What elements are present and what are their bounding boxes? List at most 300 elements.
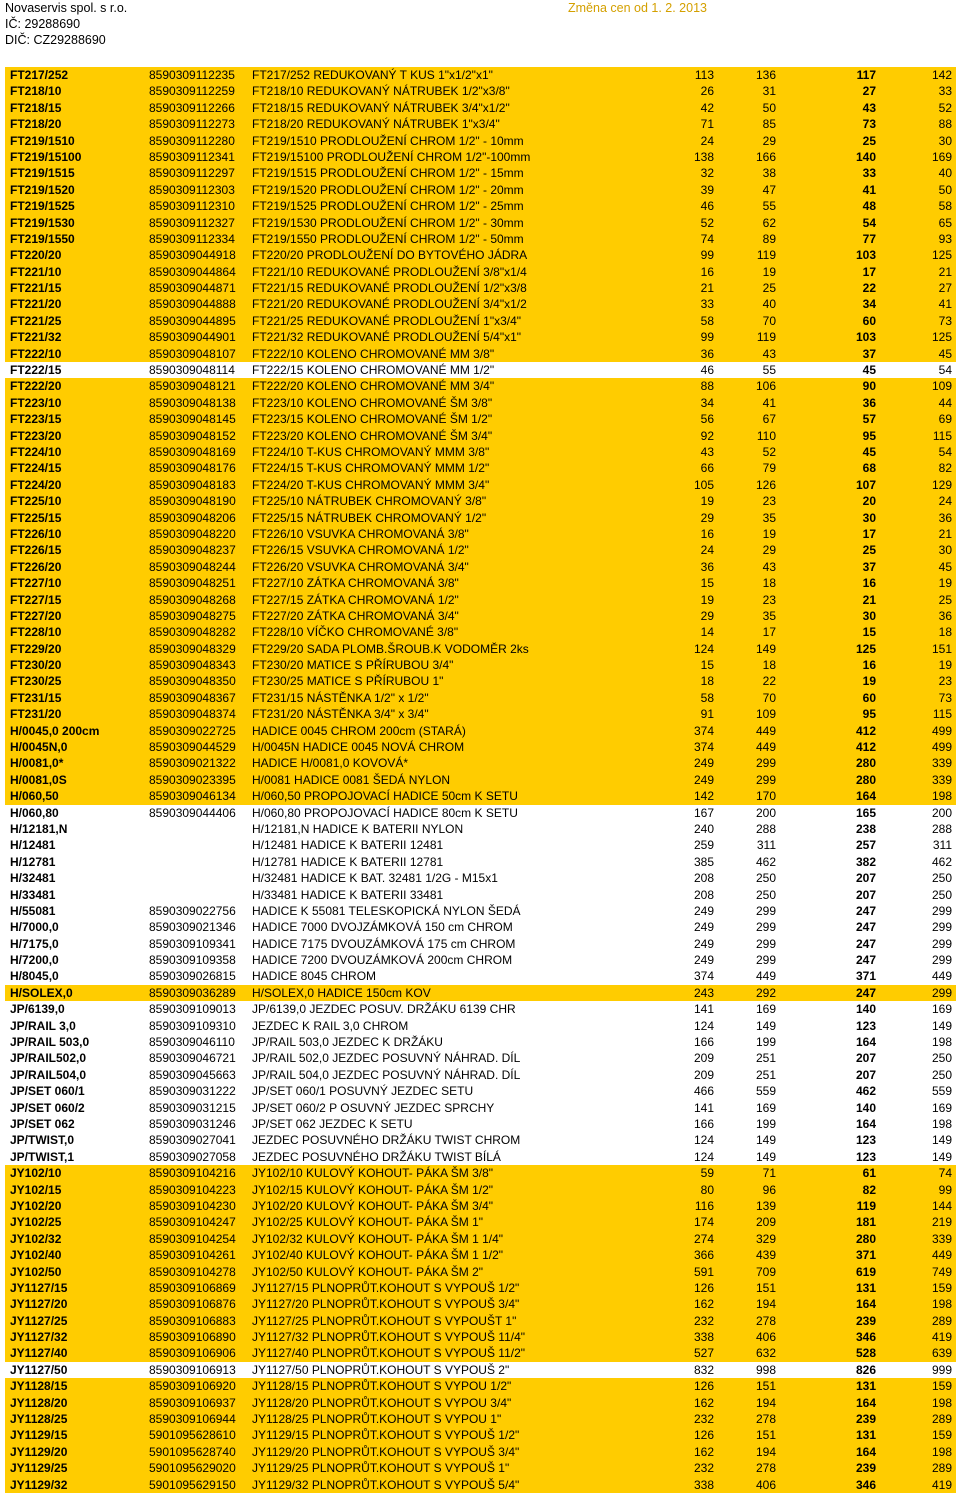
product-code: FT224/15 [10, 461, 62, 476]
price-2: 299 [755, 772, 776, 787]
table-row [5, 903, 956, 919]
price-4: 749 [931, 1264, 952, 1279]
product-name: FT228/10 VÍČKO CHROMOVANÉ 3/8" [252, 625, 459, 640]
product-code: FT222/15 [10, 363, 62, 378]
table-row [5, 887, 956, 903]
price-4: 149 [931, 1149, 952, 1164]
price-3: 131 [855, 1428, 876, 1443]
price-1: 141 [693, 1100, 714, 1115]
price-1: 366 [693, 1248, 714, 1263]
price-4: 58 [938, 199, 952, 214]
price-4: 299 [931, 920, 952, 935]
table-row [5, 264, 956, 280]
price-1: 249 [693, 756, 714, 771]
table-row [5, 428, 956, 444]
table-row [5, 165, 956, 181]
price-4: 115 [932, 428, 952, 443]
price-3: 239 [855, 1412, 876, 1427]
price-3: 25 [862, 543, 876, 558]
product-code: JY1127/15 [10, 1280, 68, 1295]
table-row [5, 641, 956, 657]
product-name: FT225/10 NÁTRUBEK CHROMOVANÝ 3/8" [252, 494, 487, 509]
price-4: 449 [931, 969, 952, 984]
price-1: 166 [693, 1035, 714, 1050]
price-1: 19 [700, 494, 714, 509]
price-2: 250 [755, 871, 776, 886]
price-2: 278 [755, 1412, 776, 1427]
table-row [5, 755, 956, 771]
price-3: 528 [855, 1346, 876, 1361]
price-4: 52 [938, 100, 952, 115]
price-2: 251 [755, 1051, 776, 1066]
price-2: 559 [755, 1084, 776, 1099]
table-row [5, 1411, 956, 1427]
price-2: 251 [755, 1067, 776, 1082]
price-2: 199 [755, 1117, 776, 1131]
price-3: 280 [855, 1231, 876, 1246]
table-row [5, 624, 956, 640]
product-code: JP/TWIST,1 [10, 1149, 75, 1164]
price-4: 41 [938, 297, 952, 312]
product-name: FT219/1530 PRODLOUŽENÍ CHROM 1/2" - 30mm [252, 215, 524, 230]
price-4: 462 [931, 854, 952, 869]
price-1: 52 [700, 215, 714, 230]
price-2: 299 [755, 953, 776, 968]
ean-code: 8590309022756 [149, 903, 236, 918]
price-3: 73 [862, 117, 876, 132]
price-4: 109 [931, 379, 952, 394]
table-row [5, 215, 956, 231]
ean-code: 8590309044901 [149, 330, 236, 345]
price-1: 259 [693, 838, 714, 853]
product-code: FT217/252 [10, 68, 69, 82]
price-3: 30 [862, 608, 876, 623]
table-row [5, 280, 956, 296]
price-3: 165 [855, 805, 876, 820]
price-3: 164 [855, 789, 876, 804]
price-1: 138 [693, 149, 714, 164]
ean-code: 8590309109358 [149, 953, 236, 968]
product-name: JEZDEC K RAIL 3,0 CHROM [252, 1018, 409, 1033]
price-4: 18 [938, 625, 952, 640]
product-code: JY1127/25 [10, 1313, 68, 1328]
table-row [5, 100, 956, 116]
ean-code: 8590309104247 [149, 1215, 236, 1230]
product-code: FT219/1530 [10, 215, 75, 230]
price-4: 198 [931, 1297, 952, 1312]
ean-code: 8590309104261 [149, 1248, 236, 1263]
table-row [5, 116, 956, 132]
price-4: 73 [938, 313, 952, 328]
price-1: 243 [693, 985, 714, 1000]
price-2: 17 [762, 625, 776, 640]
price-3: 131 [855, 1280, 876, 1295]
price-1: 167 [693, 805, 714, 820]
table-row [5, 1182, 956, 1198]
price-2: 106 [755, 379, 776, 394]
price-2: 449 [755, 969, 776, 984]
price-3: 25 [862, 133, 876, 148]
product-name: JP/6139,0 JEZDEC POSUV. DRŽÁKU 6139 CHR [252, 1002, 516, 1017]
product-code: FT226/20 [10, 559, 62, 574]
product-name: FT224/15 T-KUS CHROMOVANÝ MMM 1/2" [252, 461, 490, 476]
ean-code: 8590309048329 [149, 641, 236, 656]
ean-code: 8590309022725 [149, 723, 236, 738]
product-code: FT231/20 [10, 707, 62, 722]
product-name: FT221/15 REDUKOVANÉ PRODLOUŽENÍ 1/2"x3/8 [252, 281, 527, 296]
product-code: H/060,50 [10, 789, 59, 804]
price-4: 50 [938, 182, 952, 197]
ean-code: 8590309106913 [149, 1362, 236, 1377]
product-code: FT219/1510 [10, 133, 75, 148]
price-4: 250 [931, 887, 952, 902]
price-3: 247 [855, 936, 876, 951]
price-2: 40 [762, 297, 776, 312]
product-name: JY1129/20 PLNOPRŮT.KOHOUT S VYPOUŠ 3/4" [252, 1444, 520, 1459]
price-3: 239 [855, 1313, 876, 1328]
table-row [5, 1100, 956, 1116]
price-2: 19 [762, 264, 776, 279]
price-1: 56 [700, 412, 714, 427]
price-3: 36 [862, 395, 876, 410]
ean-code: 8590309048121 [149, 379, 236, 394]
product-name: JEZDEC POSUVNÉHO DRŽÁKU TWIST BÍLÁ [252, 1149, 501, 1164]
price-2: 250 [755, 887, 776, 902]
product-code: FT229/20 [10, 641, 62, 656]
price-2: 149 [755, 1133, 776, 1148]
price-1: 141 [693, 1002, 714, 1017]
ean-code: 8590309106937 [149, 1395, 236, 1410]
product-code: H/12481 [10, 838, 56, 853]
table-row [5, 788, 956, 804]
product-code: H/8045,0 [10, 969, 59, 984]
price-2: 151 [755, 1379, 776, 1394]
table-row [5, 329, 956, 345]
product-code: H/060,80 [10, 805, 59, 820]
ean-code: 8590309104223 [149, 1182, 236, 1197]
product-code: FT231/15 [10, 690, 62, 705]
price-2: 169 [755, 1002, 776, 1017]
ean-code: 8590309048114 [149, 363, 235, 378]
table-row [5, 1018, 956, 1034]
product-code: FT221/10 [10, 264, 62, 279]
ean-code: 8590309031246 [149, 1117, 236, 1131]
price-4: 299 [931, 953, 952, 968]
price-3: 43 [862, 100, 876, 115]
product-code: JY1129/20 [10, 1444, 68, 1459]
price-1: 374 [693, 723, 714, 738]
product-code: FT221/20 [10, 297, 62, 312]
price-2: 151 [755, 1428, 776, 1443]
price-1: 58 [700, 690, 714, 705]
table-row [5, 83, 956, 99]
price-3: 247 [855, 985, 876, 1000]
price-4: 19 [938, 658, 952, 673]
price-3: 207 [855, 1051, 876, 1066]
price-2: 110 [756, 428, 776, 443]
price-1: 80 [700, 1182, 714, 1197]
product-name: H/0045N HADICE 0045 NOVÁ CHROM [252, 740, 465, 755]
price-2: 70 [762, 690, 776, 705]
price-3: 207 [855, 871, 876, 886]
product-code: FT219/1515 [10, 166, 75, 181]
price-4: 169 [931, 149, 952, 164]
ean-code: 8590309112235 [149, 68, 235, 82]
price-3: 90 [862, 379, 876, 394]
product-name: JY1127/50 PLNOPRŮT.KOHOUT S VYPOUŠ 2" [252, 1362, 510, 1377]
ean-code: 8590309106869 [149, 1280, 236, 1295]
price-2: 149 [755, 641, 776, 656]
price-2: 311 [756, 838, 776, 853]
page-header [0, 0, 960, 48]
price-3: 140 [855, 1100, 876, 1115]
price-2: 50 [762, 100, 776, 115]
product-name: JP/SET 062 JEZDEC K SETU [252, 1117, 413, 1131]
price-2: 119 [756, 330, 776, 345]
price-1: 42 [700, 100, 714, 115]
price-2: 151 [755, 1280, 776, 1295]
price-1: 18 [700, 674, 714, 689]
price-3: 119 [856, 1198, 876, 1213]
price-4: 45 [938, 346, 952, 361]
product-name: FT231/15 NÁSTĚNKA 1/2" x 1/2" [252, 690, 429, 705]
product-name: FT222/15 KOLENO CHROMOVANÉ MM 1/2" [252, 363, 495, 378]
price-1: 249 [693, 953, 714, 968]
product-name: JP/RAIL 502,0 JEZDEC POSUVNÝ NÁHRAD. DÍL [252, 1051, 521, 1066]
product-name: JY102/15 KULOVÝ KOHOUT- PÁKA ŠM 1/2" [252, 1182, 494, 1197]
price-2: 70 [762, 313, 776, 328]
price-1: 24 [700, 543, 714, 558]
price-4: 144 [931, 1198, 952, 1213]
ean-code: 8590309044406 [149, 805, 236, 820]
table-row [5, 1050, 956, 1066]
product-name: FT218/10 REDUKOVANÝ NÁTRUBEK 1/2"x3/8" [252, 84, 510, 99]
price-3: 103 [855, 330, 876, 345]
price-4: 169 [931, 1100, 952, 1115]
price-2: 52 [762, 444, 776, 459]
ean-code: 8590309044864 [149, 264, 236, 279]
table-row [5, 1477, 956, 1493]
product-code: FT227/20 [10, 608, 62, 623]
price-1: 92 [700, 428, 714, 443]
price-3: 131 [855, 1379, 876, 1394]
price-1: 249 [693, 920, 714, 935]
price-2: 329 [755, 1231, 776, 1246]
price-1: 32 [700, 166, 714, 181]
product-name: JY1127/32 PLNOPRŮT.KOHOUT S VYPOUŠ 11/4" [252, 1330, 526, 1345]
price-3: 280 [855, 756, 876, 771]
product-code: FT226/10 [10, 526, 62, 541]
price-table [5, 67, 956, 1493]
table-row [5, 805, 956, 821]
product-code: H/32481 [10, 871, 56, 886]
ean-code: 8590309048183 [149, 477, 236, 492]
price-2: 126 [755, 477, 776, 492]
price-2: 23 [762, 494, 776, 509]
table-row [5, 690, 956, 706]
price-2: 67 [762, 412, 776, 427]
product-name: JY1127/40 PLNOPRŮT.KOHOUT S VYPOUŠ 11/2" [252, 1346, 526, 1361]
price-4: 159 [931, 1379, 952, 1394]
price-4: 23 [938, 674, 952, 689]
ean-code: 8590309048145 [149, 412, 236, 427]
price-1: 162 [693, 1395, 714, 1410]
price-4: 198 [931, 1444, 952, 1459]
ean-code: 8590309048343 [149, 658, 236, 673]
product-code: JP/6139,0 [10, 1002, 65, 1017]
price-3: 123 [855, 1149, 876, 1164]
table-row [5, 1001, 956, 1017]
price-1: 99 [700, 330, 714, 345]
table-row [5, 362, 956, 378]
ean-code: 8590309048169 [149, 444, 236, 459]
price-4: 24 [938, 494, 952, 509]
product-code: FT224/20 [10, 477, 62, 492]
product-name: H/33481 HADICE K BATERII 33481 [252, 887, 444, 902]
table-row [5, 1329, 956, 1345]
product-code: H/0045,0 200cm [10, 723, 100, 738]
product-name: H/12181,N HADICE K BATERII NYLON [252, 821, 464, 836]
price-1: 105 [693, 477, 714, 492]
product-code: JY1129/32 [10, 1477, 68, 1492]
product-name: H/12481 HADICE K BATERII 12481 [252, 838, 444, 853]
price-1: 66 [700, 461, 714, 476]
price-4: 93 [938, 231, 952, 246]
price-4: 74 [938, 1166, 952, 1181]
ean-code: 8590309044871 [149, 281, 236, 296]
price-3: 123 [855, 1018, 876, 1033]
price-3: 619 [855, 1264, 876, 1279]
price-3: 22 [862, 281, 876, 296]
product-code: H/0081,0* [10, 756, 64, 771]
ean-code: 8590309048220 [149, 526, 236, 541]
table-row [5, 542, 956, 558]
price-4: 289 [931, 1313, 952, 1328]
product-code: H/SOLEX,0 [10, 985, 73, 1000]
product-code: FT230/25 [10, 674, 62, 689]
price-1: 99 [700, 248, 714, 263]
product-name: H/0081 HADICE 0081 ŠEDÁ NYLON [252, 772, 451, 787]
ean-code: 8590309109341 [149, 936, 236, 951]
price-4: 198 [931, 789, 952, 804]
price-1: 209 [693, 1067, 714, 1082]
ean-code: 8590309023395 [149, 772, 236, 787]
price-1: 166 [693, 1117, 714, 1131]
price-1: 466 [693, 1084, 714, 1099]
price-3: 826 [855, 1362, 876, 1377]
table-row [5, 1034, 956, 1050]
price-4: 25 [938, 592, 952, 607]
product-name: JY102/40 KULOVÝ KOHOUT- PÁKA ŠM 1 1/2" [252, 1248, 504, 1263]
product-name: FT218/15 REDUKOVANÝ NÁTRUBEK 3/4"x1/2" [252, 100, 510, 115]
price-1: 232 [693, 1461, 714, 1476]
price-2: 43 [762, 559, 776, 574]
product-name: JY1128/20 PLNOPRŮT.KOHOUT S VYPOU 3/4" [252, 1395, 512, 1410]
price-1: 249 [693, 772, 714, 787]
table-row [5, 1444, 956, 1460]
ean-code: 8590309048244 [149, 559, 236, 574]
table-row [5, 395, 956, 411]
ean-code: 8590309112280 [149, 133, 235, 148]
ean-code: 8590309048138 [149, 395, 236, 410]
table-row [5, 346, 956, 362]
price-2: 170 [755, 789, 776, 804]
price-2: 299 [755, 936, 776, 951]
price-1: 124 [693, 641, 714, 656]
price-4: 339 [931, 756, 952, 771]
ean-code: 8590309048206 [149, 510, 236, 525]
product-code: JP/RAIL 3,0 [10, 1018, 76, 1033]
price-3: 45 [862, 444, 876, 459]
product-name: HADICE H/0081,0 KOVOVÁ* [252, 756, 409, 771]
price-4: 299 [931, 903, 952, 918]
product-code: JY1129/15 [10, 1428, 68, 1443]
ean-code: 8590309112273 [149, 117, 235, 132]
price-2: 55 [762, 363, 776, 378]
ean-code: 8590309048275 [149, 608, 236, 623]
table-row [5, 1460, 956, 1476]
price-3: 107 [855, 477, 876, 492]
product-name: HADICE 8045 CHROM [252, 969, 377, 984]
price-2: 709 [755, 1264, 776, 1279]
ean-code: 8590309106920 [149, 1379, 236, 1394]
price-4: 115 [932, 707, 952, 722]
price-2: 35 [762, 608, 776, 623]
product-name: H/060,80 PROPOJOVACÍ HADICE 80cm K SETU [252, 805, 518, 820]
product-code: H/0045N,0 [10, 740, 68, 755]
price-1: 29 [700, 510, 714, 525]
price-3: 382 [855, 854, 876, 869]
ean-code: 8590309104254 [149, 1231, 236, 1246]
price-1: 14 [700, 625, 714, 640]
price-3: 412 [855, 740, 876, 755]
table-row [5, 231, 956, 247]
product-name: JY1128/25 PLNOPRŮT.KOHOUT S VYPOU 1" [252, 1412, 502, 1427]
ean-code: 8590309027058 [149, 1149, 236, 1164]
product-name: JP/RAIL 504,0 JEZDEC POSUVNÝ NÁHRAD. DÍL [252, 1067, 521, 1082]
product-code: FT227/15 [10, 592, 62, 607]
price-3: 95 [862, 707, 876, 722]
price-3: 164 [855, 1297, 876, 1312]
price-4: 200 [931, 805, 952, 820]
price-1: 174 [693, 1215, 714, 1230]
product-code: FT223/15 [10, 412, 62, 427]
product-name: JY102/32 KULOVÝ KOHOUT- PÁKA ŠM 1 1/4" [252, 1231, 504, 1246]
table-row [5, 936, 956, 952]
price-2: 449 [755, 723, 776, 738]
ean-code: 8590309048367 [149, 690, 236, 705]
price-1: 126 [693, 1428, 714, 1443]
price-4: 289 [931, 1461, 952, 1476]
ean-code: 8590309044529 [149, 740, 236, 755]
product-code: FT222/20 [10, 379, 62, 394]
price-1: 74 [700, 231, 714, 246]
price-1: 71 [700, 117, 714, 132]
price-2: 278 [755, 1461, 776, 1476]
price-3: 60 [862, 690, 876, 705]
price-2: 632 [755, 1346, 776, 1361]
price-2: 89 [762, 231, 776, 246]
product-code: H/55081 [10, 903, 56, 918]
price-2: 18 [762, 576, 776, 591]
price-3: 247 [855, 953, 876, 968]
price-3: 37 [862, 559, 876, 574]
table-row [5, 247, 956, 263]
price-4: 36 [938, 510, 952, 525]
table-row [5, 772, 956, 788]
price-1: 21 [700, 281, 714, 296]
price-4: 142 [931, 68, 952, 82]
